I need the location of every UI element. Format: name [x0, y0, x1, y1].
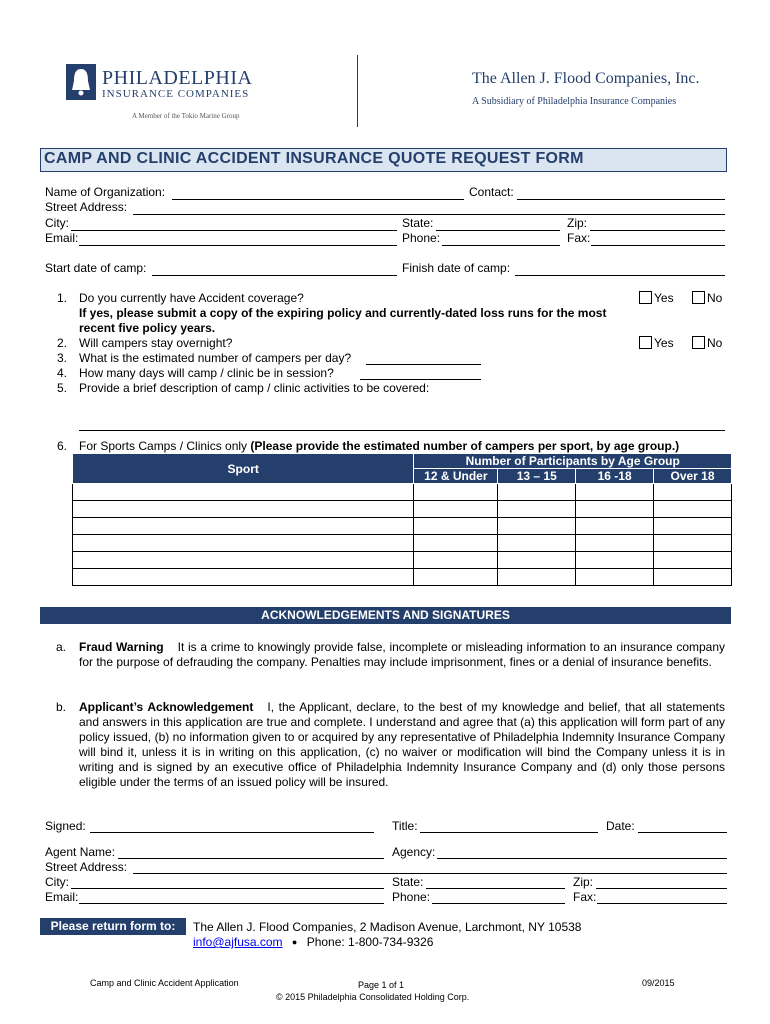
table-cell[interactable]: [576, 484, 654, 501]
start-date-input[interactable]: [152, 275, 397, 276]
table-cell[interactable]: [576, 552, 654, 569]
q6-text-row: [79, 439, 679, 453]
date-label: Date:: [606, 819, 635, 833]
age-header-over-18: Over 18: [654, 469, 732, 484]
table-cell[interactable]: [414, 484, 498, 501]
q2-yes-option[interactable]: [639, 336, 674, 350]
table-cell[interactable]: [414, 535, 498, 552]
q1-yes-checkbox[interactable]: [639, 291, 652, 304]
agent-name-label: Agent Name:: [45, 845, 116, 859]
phone-label: Phone:: [402, 231, 441, 245]
footer-date: 09/2015: [642, 978, 675, 988]
return-label-box: [40, 918, 186, 935]
table-row: [73, 535, 732, 552]
table-cell[interactable]: [654, 501, 732, 518]
agency-label: Agency:: [392, 845, 436, 859]
agent-city-input[interactable]: [71, 888, 384, 889]
q5-number: 5.: [57, 381, 68, 395]
finish-date-label: Finish date of camp:: [402, 261, 511, 275]
table-cell[interactable]: [73, 535, 414, 552]
email-label: Email:: [45, 231, 79, 245]
q1-note: If yes, please submit a copy of the expiring policy and currently-dated loss runs for the most recent five policy years.: [79, 306, 607, 335]
q1-no-option[interactable]: [692, 291, 722, 305]
table-cell[interactable]: [576, 535, 654, 552]
table-cell[interactable]: [414, 552, 498, 569]
table-cell[interactable]: [654, 518, 732, 535]
q3-input[interactable]: [366, 364, 481, 365]
q6-bold-text: (Please provide the estimated number of campers per sport, by age group.): [250, 439, 680, 453]
q2-text: Will campers stay overnight?: [79, 336, 233, 350]
return-label: Please return form to:: [50, 919, 176, 933]
table-cell[interactable]: [576, 501, 654, 518]
form-title-bar: [40, 148, 727, 172]
fraud-warning-title: Fraud Warning: [79, 640, 164, 654]
return-contact-row: [193, 935, 433, 949]
ack-title: ACKNOWLEDGEMENTS AND SIGNATURES: [261, 608, 510, 622]
q2-number: 2.: [57, 336, 68, 350]
contact-label: Contact:: [469, 185, 514, 199]
age-header-13-15: 13 – 15: [498, 469, 576, 484]
q6-number: 6.: [57, 439, 68, 453]
table-cell[interactable]: [654, 535, 732, 552]
agent-state-label: State:: [392, 875, 424, 889]
logo-main-text: PHILADELPHIA: [102, 67, 253, 89]
q1-yes-label: Yes: [654, 291, 674, 305]
q4-input[interactable]: [360, 379, 481, 380]
zip-input[interactable]: [590, 230, 725, 231]
start-date-label: Start date of camp:: [45, 261, 147, 275]
phone-input[interactable]: [442, 245, 560, 246]
table-cell[interactable]: [414, 569, 498, 586]
applicant-ack-title: Applicant’s Acknowledgement: [79, 700, 254, 714]
ack-b-label: b.: [56, 700, 67, 714]
table-cell[interactable]: [498, 484, 576, 501]
q2-no-option[interactable]: [692, 336, 722, 350]
q2-yes-checkbox[interactable]: [639, 336, 652, 349]
fraud-warning-text: It is a crime to knowingly provide false, incomplete or misleading information to an insurance company for the purpose of defrauding the company. Penalties may include imprisonment, fines or a denial of insurance benefits.: [79, 640, 726, 669]
q4-text: How many days will camp / clinic be in session?: [79, 366, 334, 380]
applicant-ack-text: I, the Applicant, declare, to the best of my knowledge and belief, that all statements and answers in this application are true and complete. I understand and agree that (a) this application will form part of any policy issued, (b) no information given to or acquired by any representative of Philadelphia Indemnity Insurance Company will bind it, unless it is in writing on this application, (c) no waiver or modification will bind the Company unless it is in writing and is signed by an executive office of Philadelphia Indemnity Insurance Company and (d) only those persons eligible under the terms of an issued policy will be insured.: [79, 700, 726, 789]
finish-date-input[interactable]: [515, 275, 725, 276]
agency-input[interactable]: [437, 858, 727, 859]
q1-text: Do you currently have Accident coverage?: [79, 291, 304, 305]
city-input[interactable]: [71, 230, 397, 231]
table-cell[interactable]: [73, 484, 414, 501]
table-cell[interactable]: [498, 552, 576, 569]
table-cell[interactable]: [498, 569, 576, 586]
agent-street-label: Street Address:: [45, 860, 128, 874]
table-row: [73, 552, 732, 569]
signed-label: Signed:: [45, 819, 86, 833]
table-row: [73, 484, 732, 501]
table-cell[interactable]: [576, 518, 654, 535]
table-cell[interactable]: [414, 501, 498, 518]
table-cell[interactable]: [73, 518, 414, 535]
table-cell[interactable]: [414, 518, 498, 535]
footer-left: Camp and Clinic Accident Application: [90, 978, 239, 988]
q2-no-label: No: [707, 336, 723, 350]
table-cell[interactable]: [654, 552, 732, 569]
street-label: Street Address:: [45, 200, 128, 214]
philadelphia-logo: [66, 64, 256, 124]
footer-copyright: © 2015 Philadelphia Consolidated Holding Corp.: [276, 992, 470, 1002]
bullet-icon: ●: [291, 937, 298, 947]
table-cell[interactable]: [73, 569, 414, 586]
q2-yes-label: Yes: [654, 336, 674, 350]
header-divider: [357, 55, 358, 127]
table-cell[interactable]: [576, 569, 654, 586]
table-cell[interactable]: [654, 484, 732, 501]
table-cell[interactable]: [498, 518, 576, 535]
agent-name-input[interactable]: [118, 858, 384, 859]
contact-input[interactable]: [517, 199, 725, 200]
q2-no-checkbox[interactable]: [692, 336, 705, 349]
table-cell[interactable]: [498, 535, 576, 552]
zip-label: Zip:: [567, 216, 588, 230]
q5-text: Provide a brief description of camp / clinic activities to be covered:: [79, 381, 430, 395]
agent-fax-label: Fax:: [573, 890, 597, 904]
form-title: CAMP AND CLINIC ACCIDENT INSURANCE QUOTE REQUEST FORM: [44, 150, 584, 167]
ack-title-bar: [40, 607, 731, 624]
fax-label: Fax:: [567, 231, 591, 245]
agent-phone-input[interactable]: [432, 903, 565, 904]
q3-number: 3.: [57, 351, 68, 365]
street-input[interactable]: [133, 214, 725, 215]
q1-no-label: No: [707, 291, 723, 305]
liberty-bell-icon: [66, 64, 96, 100]
agent-city-label: City:: [45, 875, 69, 889]
ack-a-paragraph: [79, 640, 725, 670]
q5-input[interactable]: [79, 430, 725, 431]
return-email-link[interactable]: info@ajfusa.com: [193, 935, 283, 949]
agent-zip-label: Zip:: [573, 875, 594, 889]
table-cell[interactable]: [73, 501, 414, 518]
logo-member-text: A Member of the Tokio Marine Group: [132, 112, 240, 120]
email-input[interactable]: [79, 245, 397, 246]
table-row: [73, 518, 732, 535]
ack-a-label: a.: [56, 640, 67, 654]
sports-table: [72, 453, 732, 586]
title-label: Title:: [392, 819, 418, 833]
return-address: The Allen J. Flood Companies, 2 Madison Avenue, Larchmont, NY 10538: [193, 920, 582, 934]
fax-input[interactable]: [591, 245, 725, 246]
age-header-12-under: 12 & Under: [414, 469, 498, 484]
agent-street-input[interactable]: [133, 873, 727, 874]
ack-b-paragraph: [79, 700, 725, 790]
signed-input[interactable]: [90, 832, 374, 833]
sport-header: Sport: [73, 454, 414, 484]
org-label: Name of Organization:: [45, 185, 166, 199]
table-row: [73, 501, 732, 518]
table-cell[interactable]: [73, 552, 414, 569]
allen-flood-title: The Allen J. Flood Companies, Inc.: [472, 70, 700, 87]
return-phone: Phone: 1-800-734-9326: [306, 935, 434, 949]
state-input[interactable]: [436, 230, 560, 231]
date-input[interactable]: [638, 832, 727, 833]
q1-no-checkbox[interactable]: [692, 291, 705, 304]
agent-phone-label: Phone:: [392, 890, 431, 904]
q6-text: For Sports Camps / Clinics only: [79, 439, 248, 453]
title-input[interactable]: [420, 832, 598, 833]
allen-flood-subtitle: A Subsidiary of Philadelphia Insurance Companies: [472, 96, 677, 107]
age-header-16-18: 16 -18: [576, 469, 654, 484]
agent-zip-input[interactable]: [596, 888, 727, 889]
org-input[interactable]: [172, 199, 464, 200]
q1-yes-option[interactable]: [639, 291, 674, 305]
state-label: State:: [402, 216, 434, 230]
table-cell[interactable]: [654, 569, 732, 586]
table-cell[interactable]: [498, 501, 576, 518]
agent-fax-input[interactable]: [597, 903, 727, 904]
table-row: [73, 569, 732, 586]
age-group-header: Number of Participants by Age Group: [414, 454, 732, 469]
agent-state-input[interactable]: [426, 888, 565, 889]
footer-page: Page 1 of 1: [358, 980, 405, 990]
city-label: City:: [45, 216, 69, 230]
q4-number: 4.: [57, 366, 68, 380]
q1-number: 1.: [57, 291, 68, 305]
agent-email-input[interactable]: [79, 903, 384, 904]
q3-text: What is the estimated number of campers per day?: [79, 351, 352, 365]
agent-email-label: Email:: [45, 890, 79, 904]
logo-sub-text: INSURANCE COMPANIES: [102, 88, 250, 100]
